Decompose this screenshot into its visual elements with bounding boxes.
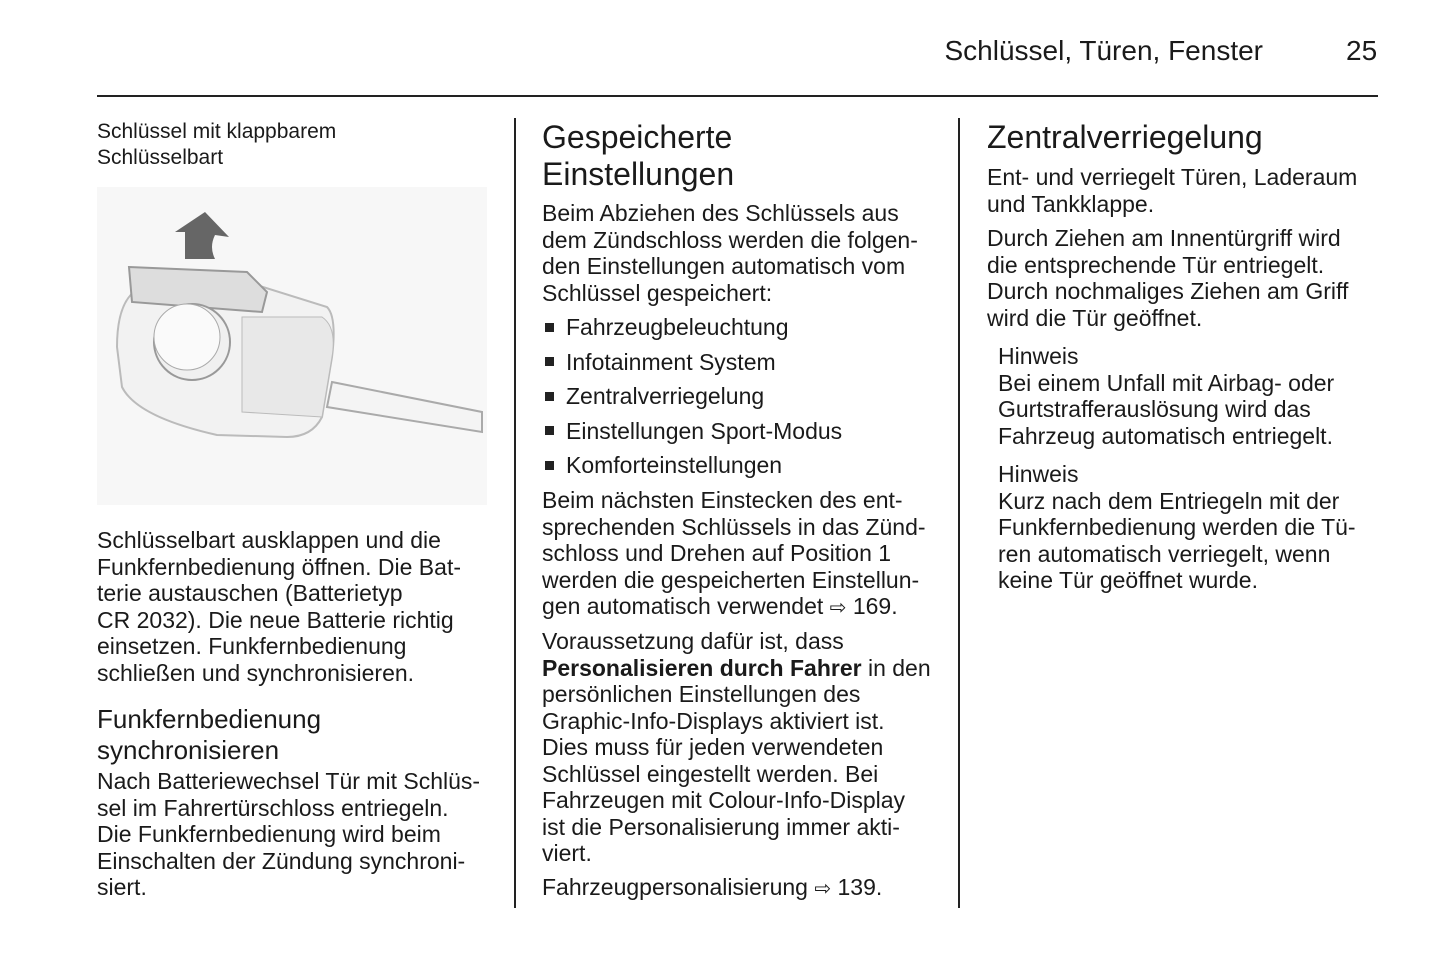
text-line: viert. (542, 840, 592, 866)
text-line: ist die Personalisierung immer akti- (542, 813, 900, 840)
text-line: Schlüssel mit klappbarem (97, 120, 337, 143)
vehicle-personalization-ref (542, 874, 882, 903)
stored-settings-list (542, 310, 842, 483)
text-line: Schlüsselbart ausklappen und die (97, 527, 441, 553)
text-line: schloss und Drehen auf Position 1 (542, 540, 892, 566)
text-line: Fahrzeugen mit Colour-Info-Display (542, 787, 906, 813)
text-line: Durch nochmaliges Ziehen am Griff (987, 278, 1349, 304)
text-line: Einschalten der Zündung synchroni- (97, 847, 466, 874)
section-heading-stored-settings (542, 119, 734, 193)
text-line: den Einstellungen automatisch vom (542, 253, 906, 279)
section-heading-central-locking (987, 119, 1263, 156)
open-arrow-icon (175, 212, 229, 259)
note-2 (998, 461, 1356, 594)
page-number: 25 (1346, 35, 1378, 66)
text-line: persönlichen Einstellungen des (542, 681, 861, 707)
key-blade (327, 382, 482, 432)
text-line: Die Funkfernbedienung wird beim (97, 821, 441, 847)
text-line: Schlüssel gespeichert: (542, 279, 773, 306)
key-illustration (97, 187, 487, 505)
text-line: Ent- und verriegelt Türen, Laderaum (987, 164, 1358, 190)
page-ref-link[interactable]: 139. (837, 874, 883, 900)
text-line: dem Zündschloss werden die folgen- (542, 226, 918, 253)
stored-settings-intro (542, 200, 918, 306)
text-line: Beim nächsten Einstecken des ent- (542, 487, 903, 513)
header-rule (97, 95, 1378, 97)
text-line: sprechenden Schlüssels in das Zünd- (542, 513, 926, 540)
text-line: Graphic-Info-Displays aktiviert ist. (542, 707, 885, 734)
text-line: siert. (97, 874, 147, 900)
central-locking-handle (987, 225, 1348, 331)
text-line: CR 2032). Die neue Batterie richtig (97, 606, 454, 633)
text-line: Schlüsselbart (97, 146, 224, 169)
heading-text: Zentralverriegelung (987, 119, 1263, 155)
column-divider (958, 118, 960, 908)
running-header-title: Schlüssel, Türen, Fenster (944, 35, 1263, 66)
text-line: Beim Abziehen des Schlüssels aus (542, 200, 899, 226)
text-line: Gespeicherte (542, 119, 733, 155)
section-heading-folding-key (97, 119, 336, 171)
page-ref-link[interactable]: 169. (852, 593, 898, 619)
text-line: Gurtstrafferauslösung wird das (998, 396, 1311, 422)
note-title: Hinweis (998, 461, 1079, 487)
page-ref-arrow-icon: ⇨ (814, 878, 832, 900)
list-item: Infotainment System (542, 345, 842, 380)
text-line: Einstellungen (542, 156, 735, 192)
text-line: synchronisieren (97, 735, 280, 765)
text-line: Funkfernbedienung werden die Tü- (998, 514, 1356, 540)
list-item: Einstellungen Sport-Modus (542, 414, 842, 449)
text-line: keine Tür geöffnet wurde. (998, 567, 1258, 593)
list-item: Zentralverriegelung (542, 379, 842, 414)
text-line: Dies muss für jeden verwendeten (542, 734, 884, 760)
text-line: Bei einem Unfall mit Airbag- oder (998, 369, 1335, 396)
para-text: gen automatisch verwendet (542, 593, 824, 619)
key-battery-figure (97, 187, 487, 505)
text-line: Kurz nach dem Entriegeln mit der (998, 487, 1340, 514)
text-line: Fahrzeug automatisch entriegelt. (998, 422, 1333, 449)
text-line: einsetzen. Funkfernbedienung (97, 633, 407, 659)
personalization-note (542, 628, 931, 867)
para-text: in den (861, 654, 931, 681)
page-ref-arrow-icon: ⇨ (829, 597, 847, 619)
battery-instructions (97, 527, 461, 686)
text-line: und Tankklappe. (987, 190, 1155, 217)
text-line: schließen und synchronisieren. (97, 659, 415, 686)
para-line: Voraussetzung dafür ist, dass (542, 628, 844, 654)
menu-term: Personalisieren durch Fahrer (542, 654, 862, 681)
note-1 (998, 343, 1334, 449)
text-line: terie austauschen (Batterietyp (97, 580, 403, 606)
sync-instructions (97, 768, 480, 901)
text-line: die entsprechende Tür entriegelt. (987, 251, 1325, 278)
text-line: sel im Fahrertürschloss entriegeln. (97, 794, 449, 821)
list-item: Fahrzeugbeleuchtung (542, 310, 842, 345)
text-line: Funkfernbedienung öffnen. Die Bat- (97, 553, 461, 580)
section-heading-sync (97, 704, 321, 766)
text-line: Durch Ziehen am Innentürgriff wird (987, 225, 1341, 251)
para-text: Fahrzeugpersonalisierung (542, 874, 808, 900)
text-line: Nach Batteriewechsel Tür mit Schlüs- (97, 768, 481, 794)
note-title: Hinweis (998, 343, 1079, 369)
text-line: Funkfernbedienung (97, 704, 322, 734)
central-locking-intro (987, 164, 1357, 217)
text-line: Schlüssel eingestellt werden. Bei (542, 760, 879, 787)
stored-settings-reuse (542, 487, 926, 622)
text-line: ren automatisch verriegelt, wenn (998, 540, 1331, 567)
text-line: wird die Tür geöffnet. (987, 304, 1203, 331)
text-line: werden die gespeicherten Einstellun- (542, 566, 920, 593)
list-item: Komforteinstellungen (542, 448, 842, 483)
column-divider (514, 118, 516, 908)
